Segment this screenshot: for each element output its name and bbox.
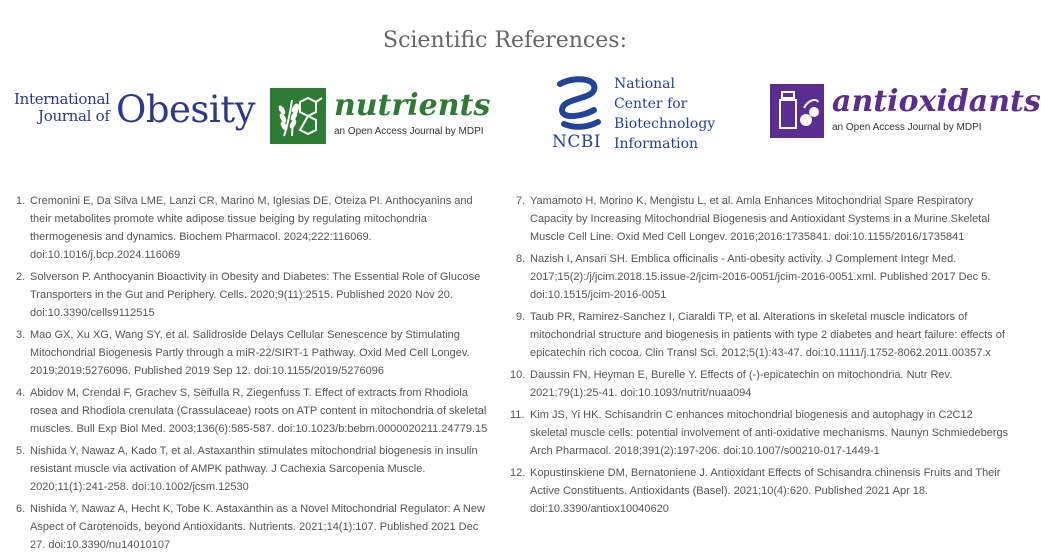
- ncbi-helix-icon: [554, 76, 604, 132]
- reference-number: 4.: [16, 387, 26, 399]
- reference-text: Abidov M, Crendal F, Grachev S, Seifulla R, Ziegenfuss T. Effect of extracts from Rhodiola rosea and Rhodiola crenulata (Crassulaceae) roots on ATP content in mitochondria of skeletal muscles. Bull Exp Biol Med. 2003;136(6):585-587. doi:10.1023/b:bebm.0000020211.24779.15: [30, 387, 488, 435]
- ncbi-full-name: [614, 74, 715, 154]
- reference-item: [16, 268, 496, 322]
- reference-text: Solverson P. Anthocyanin Bioactivity in Obesity and Diabetes: The Essential Role of Glucose Transporters in the Gut and Periphery. Cells. 2020;9(11):2515. Published 2020 Nov 20. doi:10.3390/cells9112515: [30, 271, 481, 319]
- nutrients-logo[interactable]: [270, 88, 492, 144]
- ncbi-name-line: Biotechnology: [614, 116, 716, 132]
- reference-item: [16, 384, 496, 438]
- reference-text: Daussin FN, Heyman E, Burelle Y. Effects of (-)-epicatechin on mitochondria. Nutr Rev. 2021;79(1):25-41. doi:10.1093/nutrit/nuaa094: [530, 369, 953, 399]
- ncbi-name-line: Center for: [614, 96, 688, 112]
- reference-number: 11.: [510, 409, 525, 421]
- reference-text: Yamamoto H, Morino K, Mengistu L, et al. Amla Enhances Mitochondrial Spare Respiratory Capacity by Increasing Mitochondrial Biogenesis and Antioxidant Systems in a Murine Skeletal Muscle Cell Line. Oxid Med Cell Longev. 2016;2016:1735841. doi:10.1155/2016/1735841: [530, 195, 990, 243]
- reference-text: Nishida Y, Nawaz A, Kado T, et al. Astaxanthin stimulates mitochondrial biogenesis in insulin resistant muscle via activation of AMPK pathway. J Cachexia Sarcopenia Muscle. 2020;11(1):241-258. doi:10.1002/jcsm.12530: [30, 445, 478, 493]
- reference-item: [16, 192, 496, 264]
- reference-item: [510, 366, 1012, 402]
- ijo-logo-line1: International: [14, 90, 110, 108]
- references-list-right: [510, 192, 1012, 522]
- ijo-logo-line2: Journal of: [38, 107, 110, 125]
- reference-number: 12.: [510, 467, 526, 479]
- ncbi-name-line: Information: [614, 136, 699, 152]
- reference-item: [16, 500, 496, 554]
- reference-text: Cremonini E, Da Silva LME, Lanzi CR, Marino M, Iglesias DE, Oteiza PI. Anthocyanins and their metabolites promote white adipose tissue beiging by regulating mitochondria thermogenesis and dynamics. Biochem Pharmacol. 2024;222:116069. doi:10.1016/j.bcp.2024.116069: [30, 195, 473, 261]
- reference-number: 3.: [16, 329, 26, 341]
- reference-number: 2.: [16, 271, 26, 283]
- reference-item: [510, 406, 1012, 460]
- reference-item: [16, 326, 496, 380]
- reference-item: [16, 442, 496, 496]
- reference-item: [516, 308, 1012, 362]
- reference-item: [516, 250, 1012, 304]
- antioxidants-logo-title: antioxidants: [832, 84, 1041, 119]
- reference-item: [516, 192, 1012, 246]
- reference-number: 10.: [510, 369, 526, 381]
- reference-text: Kopustinskiene DM, Bernatoniene J. Antioxidant Effects of Schisandra chinensis Fruits and Their Active Constituents. Antioxidants (Basel). 2021;10(4):620. Published 2021 Apr 18. doi:10.3390/antiox10040620: [530, 467, 1001, 515]
- reference-number: 8.: [516, 253, 526, 265]
- ncbi-name-line: National: [614, 76, 675, 92]
- reference-text: Nishida Y, Nawaz A, Hecht K, Tobe K. Astaxanthin as a Novel Mitochondrial Regulator: A New Aspect of Carotenoids, beyond Antioxidants. Nutrients. 2021;14(1):107. Published 2021 Dec 27. doi:10.3390/nu14010107: [30, 503, 485, 551]
- nutrients-emblem-icon: [270, 88, 326, 144]
- ncbi-logo[interactable]: [552, 74, 722, 154]
- reference-text: Nazish I, Ansari SH. Emblica officinalis - Anti-obesity activity. J Complement Integr Med. 2017;15(2):/j/jcim.2018.15.issue-2/jcim-2016-0051/jcim-2016-0051.xml. Published 2017 Dec 5. doi:10.1515/jcim-2016-0051: [530, 253, 991, 301]
- nutrients-logo-title: nutrients: [334, 88, 491, 123]
- references-list-left: [16, 192, 496, 558]
- ncbi-acronym: NCBI: [552, 132, 602, 152]
- reference-number: 5.: [16, 445, 26, 457]
- antioxidants-emblem-icon: [770, 84, 824, 138]
- international-journal-of-obesity-logo[interactable]: [14, 88, 256, 140]
- nutrients-logo-subtitle: an Open Access Journal by MDPI: [334, 126, 484, 137]
- reference-item: [510, 464, 1012, 518]
- reference-number: 6.: [16, 503, 26, 515]
- reference-number: 7.: [516, 195, 526, 207]
- antioxidants-logo-subtitle: an Open Access Journal by MDPI: [832, 122, 982, 133]
- reference-text: Kim JS, Yi HK. Schisandrin C enhances mitochondrial biogenesis and autophagy in C2C12 skeletal muscle cells: potential involvement of anti-oxidative mechanisms. Naunyn Schmiedebergs Arch Pharmacol. 2018;391(2):197-206. doi:10.1007/s00210-017-1449-1: [530, 409, 1009, 457]
- ijo-logo-wordmark: Obesity: [116, 88, 256, 131]
- reference-text: Taub PR, Ramirez-Sanchez I, Ciaraldi TP, et al. Alterations in skeletal muscle indicators of mitochondrial structure and biogenesis in patients with type 2 diabetes and heart failure: effects of epicatechin rich cocoa. Clin Transl Sci. 2012;5(1):43-47. doi:10.1111/j.1752-8062.2011.00357.x: [530, 311, 1005, 359]
- antioxidants-logo[interactable]: [770, 84, 1041, 140]
- reference-number: 9.: [516, 311, 526, 323]
- page-title: Scientific References:: [383, 28, 627, 53]
- reference-text: Mao GX, Xu XG, Wang SY, et al. Salidroside Delays Cellular Senescence by Stimulating Mitochondrial Biogenesis Partly through a miR-22/SIRT-1 Pathway. Oxid Med Cell Longev. 2019;2019:5276096. Published 2019 Sep 12. doi:10.1155/2019/5276096: [30, 329, 470, 377]
- reference-number: 1.: [16, 195, 26, 207]
